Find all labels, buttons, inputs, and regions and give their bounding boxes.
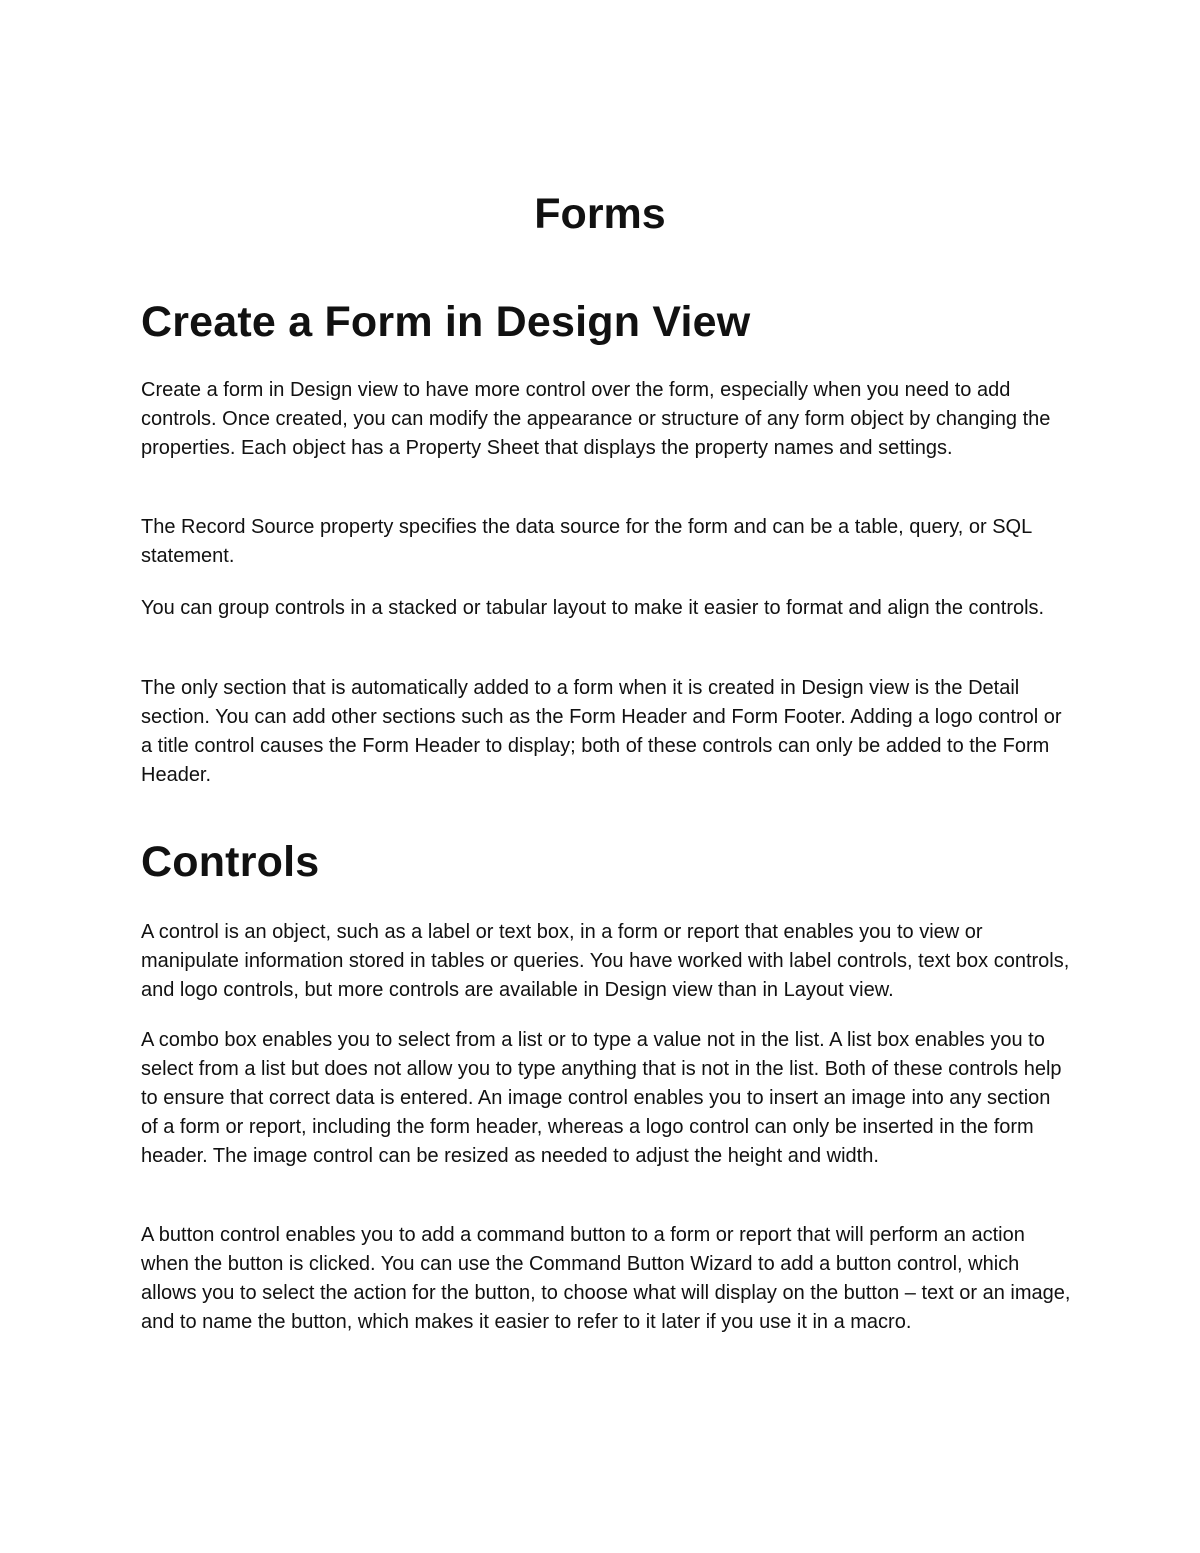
paragraph: A control is an object, such as a label or text box, in a form or report that enables you to view or manipulate information stored in tables or queries. You have worked with label controls, text box controls, and logo controls, but more controls are available in Design view than in Layout view.: [141, 921, 1070, 1001]
section-heading-create-form: Create a Form in Design View: [141, 298, 751, 346]
paragraph: A combo box enables you to select from a list or to type a value not in the list. A list box enables you to select from a list but does not allow you to type anything that is not in the list. Both of these controls help to ensure that correct data is entered. An image control enables you to insert an image into any section of a form or report, including the form header, whereas a logo control can only be inserted in the form header. The image control can be resized as needed to adjust the height and width.: [141, 1029, 1062, 1167]
section-heading-controls: Controls: [141, 838, 320, 886]
paragraph: A button control enables you to add a command button to a form or report that will perform an action when the button is clicked. You can use the Command Button Wizard to add a button control, which allows you to select the action for the button, to choose what will display on the button – text or an image, and to name the button, which makes it easier to refer to it later if you use it in a macro.: [141, 1224, 1071, 1333]
paragraph: The only section that is automatically added to a form when it is created in Design view is the Detail section. You can add other sections such as the Form Header and Form Footer. Adding a logo control or a title control causes the Form Header to display; both of these controls can only be added to the Form Header.: [141, 677, 1062, 786]
paragraph: You can group controls in a stacked or tabular layout to make it easier to format and align the controls.: [141, 597, 1045, 619]
paragraph: Create a form in Design view to have more control over the form, especially when you need to add controls. Once created, you can modify the appearance or structure of any form object by changing the properties. Each object has a Property Sheet that displays the property names and settings.: [141, 379, 1051, 459]
document-title: Forms: [534, 190, 666, 238]
paragraph: The Record Source property specifies the data source for the form and can be a table, query, or SQL statement.: [141, 516, 1032, 567]
